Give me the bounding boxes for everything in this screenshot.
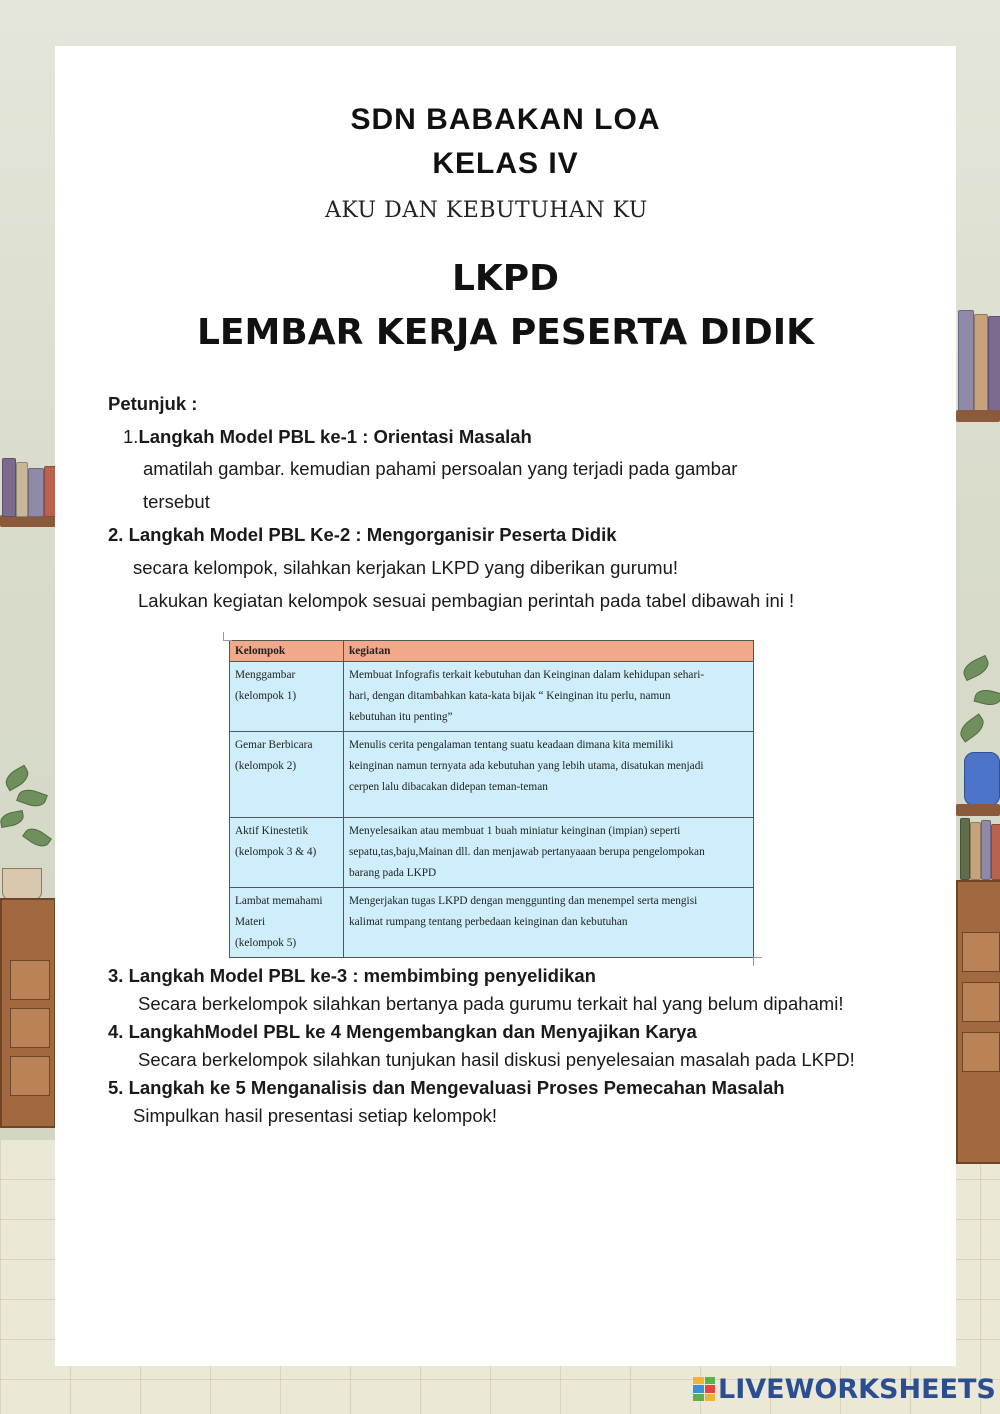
step2-text-b: Lakukan kegiatan kelompok sesuai pembagian perintah pada tabel dibawah ini ! — [138, 590, 795, 611]
activity-cell: Menyelesaikan atau membuat 1 buah miniatur keinginan (impian) seperti sepatu,tas,baju,Mainan dll. dan menjawab pertanyaaan berupa pengelompokan barang pada LKPD — [344, 818, 754, 888]
step1-number: 1. — [123, 426, 139, 447]
lkpd-title: LKPD — [451, 258, 560, 299]
table-row — [230, 662, 754, 732]
step1-heading — [123, 426, 532, 448]
theme-title: AKU DAN KEBUTUHAN KU — [325, 198, 648, 223]
group-cell: Aktif Kinestetik (kelompok 3 & 4) — [230, 818, 344, 888]
liveworksheets-logo-icon — [693, 1377, 715, 1401]
step3-text: Secara berkelompok silahkan bertanya pada gurumu terkait hal yang belum dipahami! — [138, 993, 844, 1014]
activity-cell: Menulis cerita pengalaman tentang suatu keadaan dimana kita memiliki keinginan namun ternyata ada kebutuhan yang lebih utama, disatukan menjadi cerpen lalu dibacakan didepan teman-teman — [344, 732, 754, 818]
liveworksheets-logo[interactable] — [693, 1372, 996, 1406]
instructions-label: Petunjuk : — [108, 393, 198, 414]
group-cell: Gemar Berbicara (kelompok 2) — [230, 732, 344, 818]
step4-text: Secara berkelompok silahkan tunjukan hasil diskusi penyelesaian masalah pada LKPD! — [138, 1049, 855, 1070]
step1-text-b: tersebut — [143, 491, 210, 512]
group-cell: Menggambar (kelompok 1) — [230, 662, 344, 732]
grade-label: KELAS IV — [432, 147, 579, 180]
table-row — [230, 888, 754, 958]
worksheet-page — [55, 46, 956, 1366]
activity-cell: Membuat Infografis terkait kebutuhan dan Keinginan dalam kehidupan sehari- hari, dengan ditambahkan kata-kata bijak “ Keinginan itu perlu, namun kebutuhan itu penting” — [344, 662, 754, 732]
lkpd-full-title: LEMBAR KERJA PESERTA DIDIK — [196, 312, 815, 353]
step1-title: Langkah Model PBL ke-1 : Orientasi Masalah — [138, 426, 532, 447]
step5-text: Simpulkan hasil presentasi setiap kelompok! — [133, 1105, 498, 1126]
group-cell: Lambat memahami Materi (kelompok 5) — [230, 888, 344, 958]
group-activity-table — [229, 640, 754, 958]
step2-title: 2. Langkah Model PBL Ke-2 : Mengorganisir Peserta Didik — [108, 524, 617, 545]
step5-title: 5. Langkah ke 5 Menganalisis dan Mengevaluasi Proses Pemecahan Masalah — [108, 1077, 785, 1098]
header-kegiatan: kegiatan — [344, 641, 754, 662]
table-header-row — [230, 641, 754, 662]
activity-cell: Mengerjakan tugas LKPD dengan menggunting dan menempel serta mengisi kalimat rumpang tentang perbedaan keinginan dan kebutuhan — [344, 888, 754, 958]
table-row — [230, 818, 754, 888]
school-name: SDN BABAKAN LOA — [350, 103, 661, 136]
step3-title: 3. Langkah Model PBL ke-3 : membimbing penyelidikan — [108, 965, 596, 986]
step1-text-a: amatilah gambar. kemudian pahami persoalan yang terjadi pada gambar — [143, 458, 738, 479]
table-row — [230, 732, 754, 818]
brand-name: LIVEWORKSHEETS — [718, 1373, 996, 1405]
step4-title: 4. LangkahModel PBL ke 4 Mengembangkan dan Menyajikan Karya — [108, 1021, 697, 1042]
header-kelompok: Kelompok — [230, 641, 344, 662]
left-cabinet — [0, 898, 56, 1128]
step2-text-a: secara kelompok, silahkan kerjakan LKPD yang diberikan gurumu! — [133, 557, 679, 578]
